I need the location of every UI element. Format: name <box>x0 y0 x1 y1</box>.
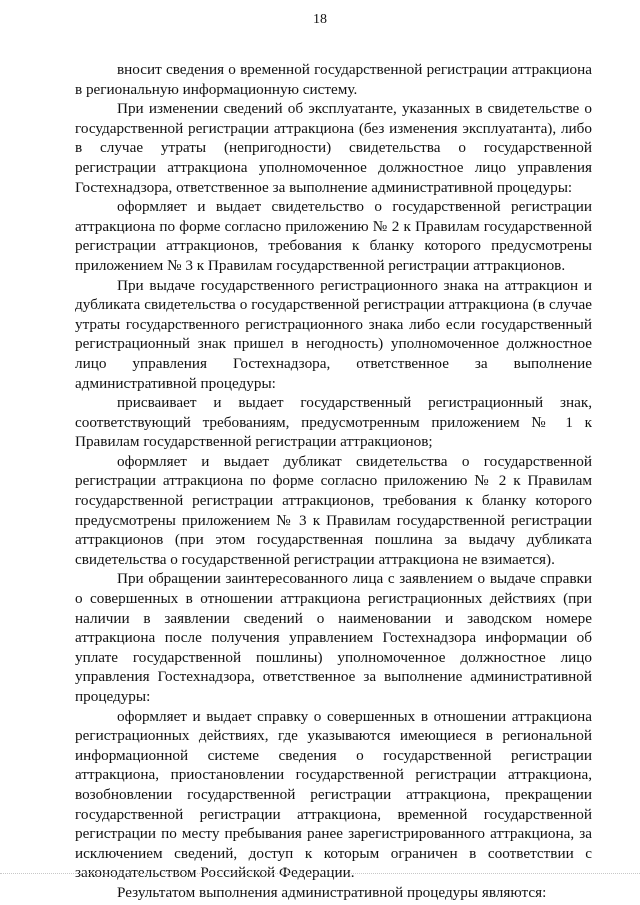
paragraph-4: При выдаче государственного регистрационного знака на аттракцион и дубликата свидетельства о государственной регистрации аттракциона (в случае утраты государственного регистрационного знака либо если государственный регистрационный знак пришел в негодность) уполномоченное должностное лицо управления Гостехнадзора, ответственное за выполнение административной процедуры: <box>75 276 592 392</box>
paragraph-6: оформляет и выдает дубликат свидетельства о государственной регистрации аттракциона по форме согласно приложению № 2 к Правилам государственной регистрации аттракционов, требования к бланку которого предусмотрены приложением № 3 к Правилам государственной регистрации аттракционов (при этом государственная пошлина за выдачу дубликата свидетельства о государственной регистрации аттракциона не взимается). <box>75 452 592 568</box>
paragraph-3: оформляет и выдает свидетельство о государственной регистрации аттракциона по форме согласно приложению № 2 к Правилам государственной регистрации аттракционов, требования к бланку которого предусмотрены приложением № 3 к Правилам государственной регистрации аттракционов. <box>75 198 592 274</box>
paragraph-1: вносит сведения о временной государственной регистрации аттракциона в региональную информационную систему. <box>75 61 592 98</box>
paragraph-2: При изменении сведений об эксплуатанте, указанных в свидетельстве о государственной регистрации аттракциона (без изменения эксплуатанта), либо в случае утраты (непригодности) свидетельства о государственной регистрации аттракциона уполномоченное должностное лицо управления Гостехнадзора, ответственное за выполнение административной процедуры: <box>75 100 592 196</box>
page-number: 18 <box>313 12 327 27</box>
paragraph-7: При обращении заинтересованного лица с заявлением о выдаче справки о совершенных в отношении аттракциона регистрационных действиях (при наличии в заявлении сведений о наименовании и заводском номере аттракциона после получения управлением Гостехнадзора информации об уплате государственной пошлины) уполномоченное должностное лицо управления Гостехнадзора, ответственное за выполнение административной процедуры: <box>75 570 592 705</box>
paragraph-5: присваивает и выдает государственный регистрационный знак, соответствующий требованиям, предусмотренным приложением № 1 к Правилам государственной регистрации аттракционов; <box>75 394 592 451</box>
paragraph-9: Результатом выполнения административной процедуры являются: <box>117 883 547 901</box>
document-body <box>75 60 592 903</box>
paragraph-8: оформляет и выдает справку о совершенных в отношении аттракциона регистрационных действиях, где указываются имеющиеся в региональной информационной системе сведения о государственной регистрации аттракциона, приостановлении государственной регистрации аттракциона, возобновлении государственной регистрации аттракциона, прекращении государственной регистрации аттракциона, временной государственной регистрации по месту пребывания ранее зарегистрированного аттракциона, за исключением сведений, доступ к которым ограничен в соответствии с законодательством Российской Федерации. <box>75 707 592 882</box>
scan-edge-line <box>0 873 640 875</box>
